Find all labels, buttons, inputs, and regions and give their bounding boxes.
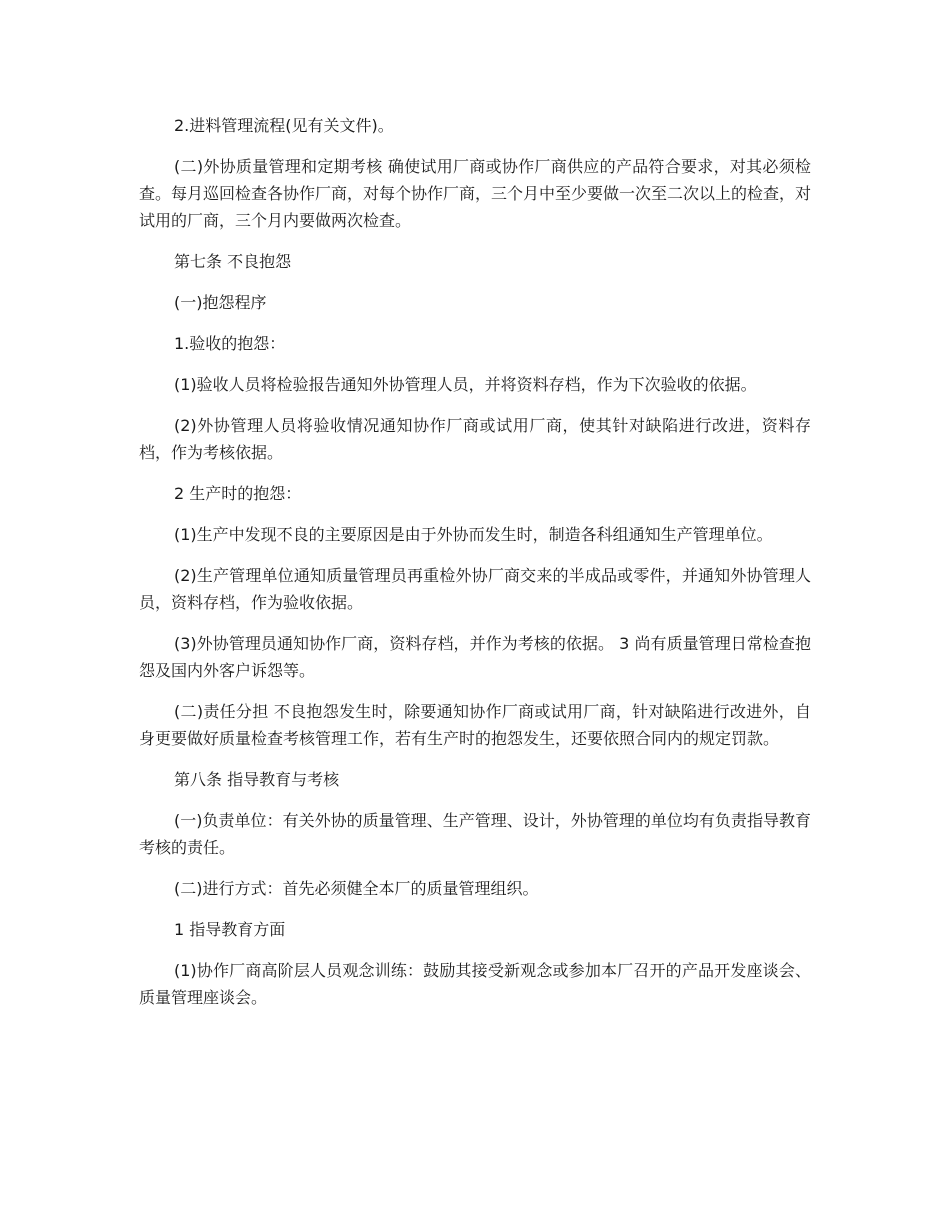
article-7-heading: 第七条 不良抱怨 bbox=[174, 252, 292, 271]
acceptance-step-2: (2)外协管理人员将验收情况通知协作厂商或试用厂商，使其针对缺陷进行改进，资料存档，作为考核依据。 bbox=[139, 416, 811, 462]
production-step-1: (1)生产中发现不良的主要原因是由于外协而发生时，制造各科组通知生产管理单位。 bbox=[174, 525, 773, 544]
subsection-responsible-units: (一)负责单位：有关外协的质量管理、生产管理、设计，外协管理的单位均有负责指导教育考核的责任。 bbox=[139, 811, 811, 857]
production-step-2: (2)生产管理单位通知质量管理员再重检外协厂商交来的半成品或零件，并通知外协管理人员，资料存档，作为验收依据。 bbox=[139, 566, 811, 612]
subsection-responsibility: (二)责任分担 不良抱怨发生时，除要通知协作厂商或试用厂商，针对缺陷进行改进外，自身更要做好质量检查考核管理工作，若有生产时的抱怨发生，还要依照合同内的规定罚款。 bbox=[139, 702, 811, 748]
article-8-heading: 第八条 指导教育与考核 bbox=[174, 770, 340, 789]
subsection-complaint-procedure: (一)抱怨程序 bbox=[174, 293, 267, 312]
document-body bbox=[139, 112, 811, 1025]
guidance-step-1: (1)协作厂商高阶层人员观念训练：鼓励其接受新观念或参加本厂召开的产品开发座谈会、质量管理座谈会。 bbox=[139, 961, 811, 1007]
subsection-method: (二)进行方式：首先必须健全本厂的质量管理组织。 bbox=[174, 879, 539, 898]
item-production-complaint: 2 生产时的抱怨： bbox=[174, 484, 302, 503]
list-item-incoming-material-process: 2.进料管理流程(见有关文件)。 bbox=[174, 116, 394, 135]
item-acceptance-complaint: 1.验收的抱怨： bbox=[174, 334, 286, 353]
section-outsourcing-quality-assessment: (二)外协质量管理和定期考核 确使试用厂商或协作厂商供应的产品符合要求，对其必须检查。每月巡回检查各协作厂商，对每个协作厂商，三个月中至少要做一次至二次以上的检查，对试用的厂商，三个月内要做两次检查。 bbox=[139, 157, 812, 230]
item-guidance-education: 1 指导教育方面 bbox=[174, 920, 286, 939]
production-step-3: (3)外协管理员通知协作厂商，资料存档，并作为考核的依据。 3 尚有质量管理日常检查抱怨及国内外客户诉怨等。 bbox=[139, 634, 811, 680]
acceptance-step-1: (1)验收人员将检验报告通知外协管理人员，并将资料存档，作为下次验收的依据。 bbox=[174, 375, 757, 394]
